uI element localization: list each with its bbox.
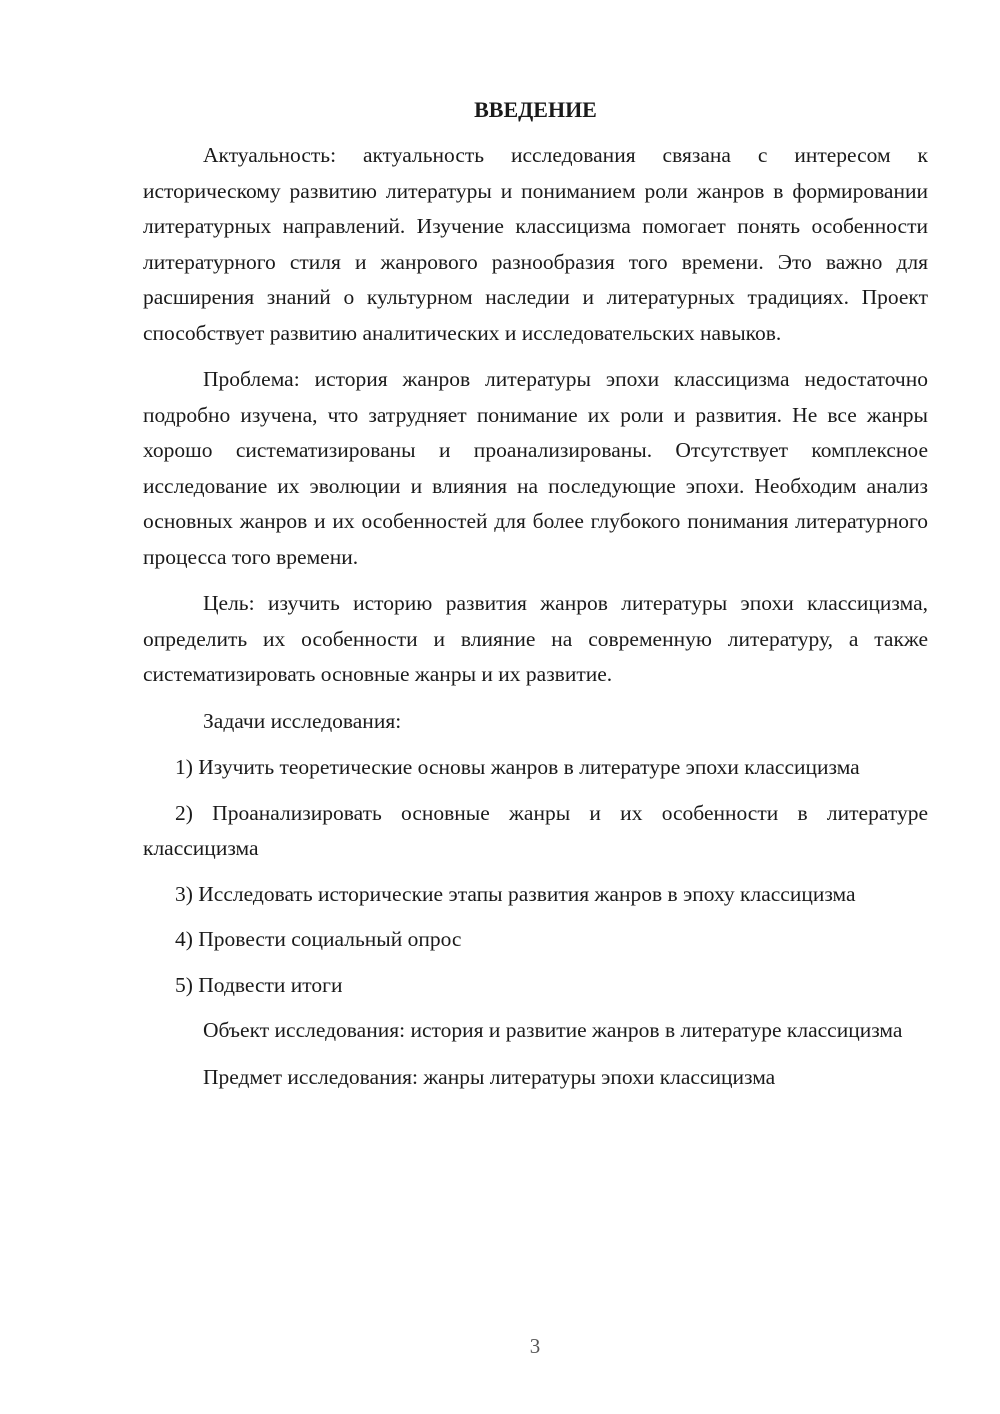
relevance-paragraph: Актуальность: актуальность исследования связана с интересом к историческому развитию литературы и пониманием роли жанров в формировании литературных направлений. Изучение классицизма помогает понять особенности литературного стиля и жанрового разнообразия того времени. Это важно для расширения знаний о культурном наследии и литературных традициях. Проект способствует развитию аналитических и исследовательских навыков. — [143, 143, 928, 345]
page-number: 3 — [529, 1334, 541, 1358]
page-content — [143, 92, 928, 1106]
subject-paragraph: Предмет исследования: жанры литературы эпохи классицизма — [203, 1064, 776, 1089]
page-title: ВВЕДЕНИЕ — [474, 97, 597, 122]
goal-paragraph: Цель: изучить историю развития жанров литературы эпохи классицизма, определить их особенности и влияние на современную литературу, а также систематизировать основные жанры и их развитие. — [143, 591, 928, 686]
task-item-1: 1) Изучить теоретические основы жанров в литературе эпохи классицизма — [175, 755, 860, 779]
task-item-5: 5) Подвести итоги — [175, 972, 343, 997]
task-item-2: 2) Проанализировать основные жанры и их особенности в литературе классицизма — [143, 800, 928, 860]
object-paragraph: Объект исследования: история и развитие жанров в литературе классицизма — [203, 1018, 903, 1042]
problem-paragraph: Проблема: история жанров литературы эпохи классицизма недостаточно подробно изучена, что затрудняет понимание их роли и развития. Не все жанры хорошо систематизированы и проанализированы. Отсутствует комплексное исследование их эволюции и влияния на последующие эпохи. Необходим анализ основных жанров и их особенностей для более глубокого понимания литературного процесса того времени. — [143, 367, 928, 569]
task-item-4: 4) Провести социальный опрос — [175, 927, 462, 951]
task-item-3: 3) Исследовать исторические этапы развития жанров в эпоху классицизма — [175, 881, 856, 906]
tasks-heading: Задачи исследования: — [203, 708, 402, 733]
